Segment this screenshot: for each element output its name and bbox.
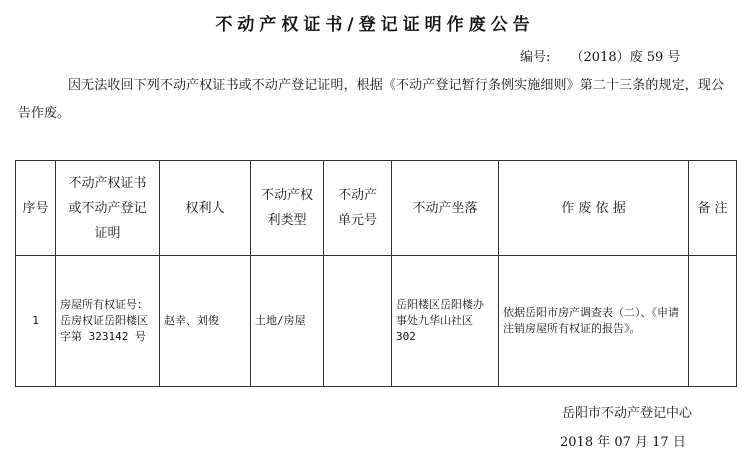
- document-number-value: （2018）废 59 号: [570, 50, 681, 65]
- header-certificate: 不动产权证书或不动产登记证明: [56, 161, 160, 256]
- cell-basis: 依据岳阳市房产调查表（二）、《申请注销房屋所有权证的报告》。: [499, 256, 689, 387]
- header-owner: 权利人: [160, 161, 251, 256]
- cell-remark: [689, 256, 737, 387]
- cell-unit-no: [324, 256, 392, 387]
- document-title: 不动产权证书/登记证明作废公告: [215, 15, 535, 35]
- table-header-row: [16, 161, 737, 256]
- table-row: [16, 256, 737, 387]
- header-right-type: 不动产权利类型: [251, 161, 324, 256]
- issuer-name: 岳阳市不动产登记中心: [562, 406, 693, 421]
- issue-date: 2018 年 07 月 17 日: [560, 435, 686, 450]
- notice-paragraph: 因无法收回下列不动产权证书或不动产登记证明，根据《不动产登记暂行条例实施细则》第二十三条的规定，现公告作废。: [18, 78, 724, 121]
- header-unit-no: 不动产单元号: [324, 161, 392, 256]
- header-location: 不动产坐落: [392, 161, 499, 256]
- header-seq: 序号: [16, 161, 56, 256]
- cell-certificate: 房屋所有权证号：岳房权证岳阳楼区字第 323142 号: [56, 256, 160, 387]
- document-number: [520, 46, 680, 65]
- cell-seq: 1: [16, 256, 56, 387]
- cell-right-type: 土地/房屋: [251, 256, 324, 387]
- header-remark: 备 注: [689, 161, 737, 256]
- cell-owner: 赵幸、刘俊: [160, 256, 251, 387]
- notice-table: [15, 160, 737, 387]
- header-basis: 作 废 依 据: [499, 161, 689, 256]
- cell-location: 岳阳楼区岳阳楼办事处九华山社区 302: [392, 256, 499, 387]
- document-number-label: 编号:: [520, 50, 551, 65]
